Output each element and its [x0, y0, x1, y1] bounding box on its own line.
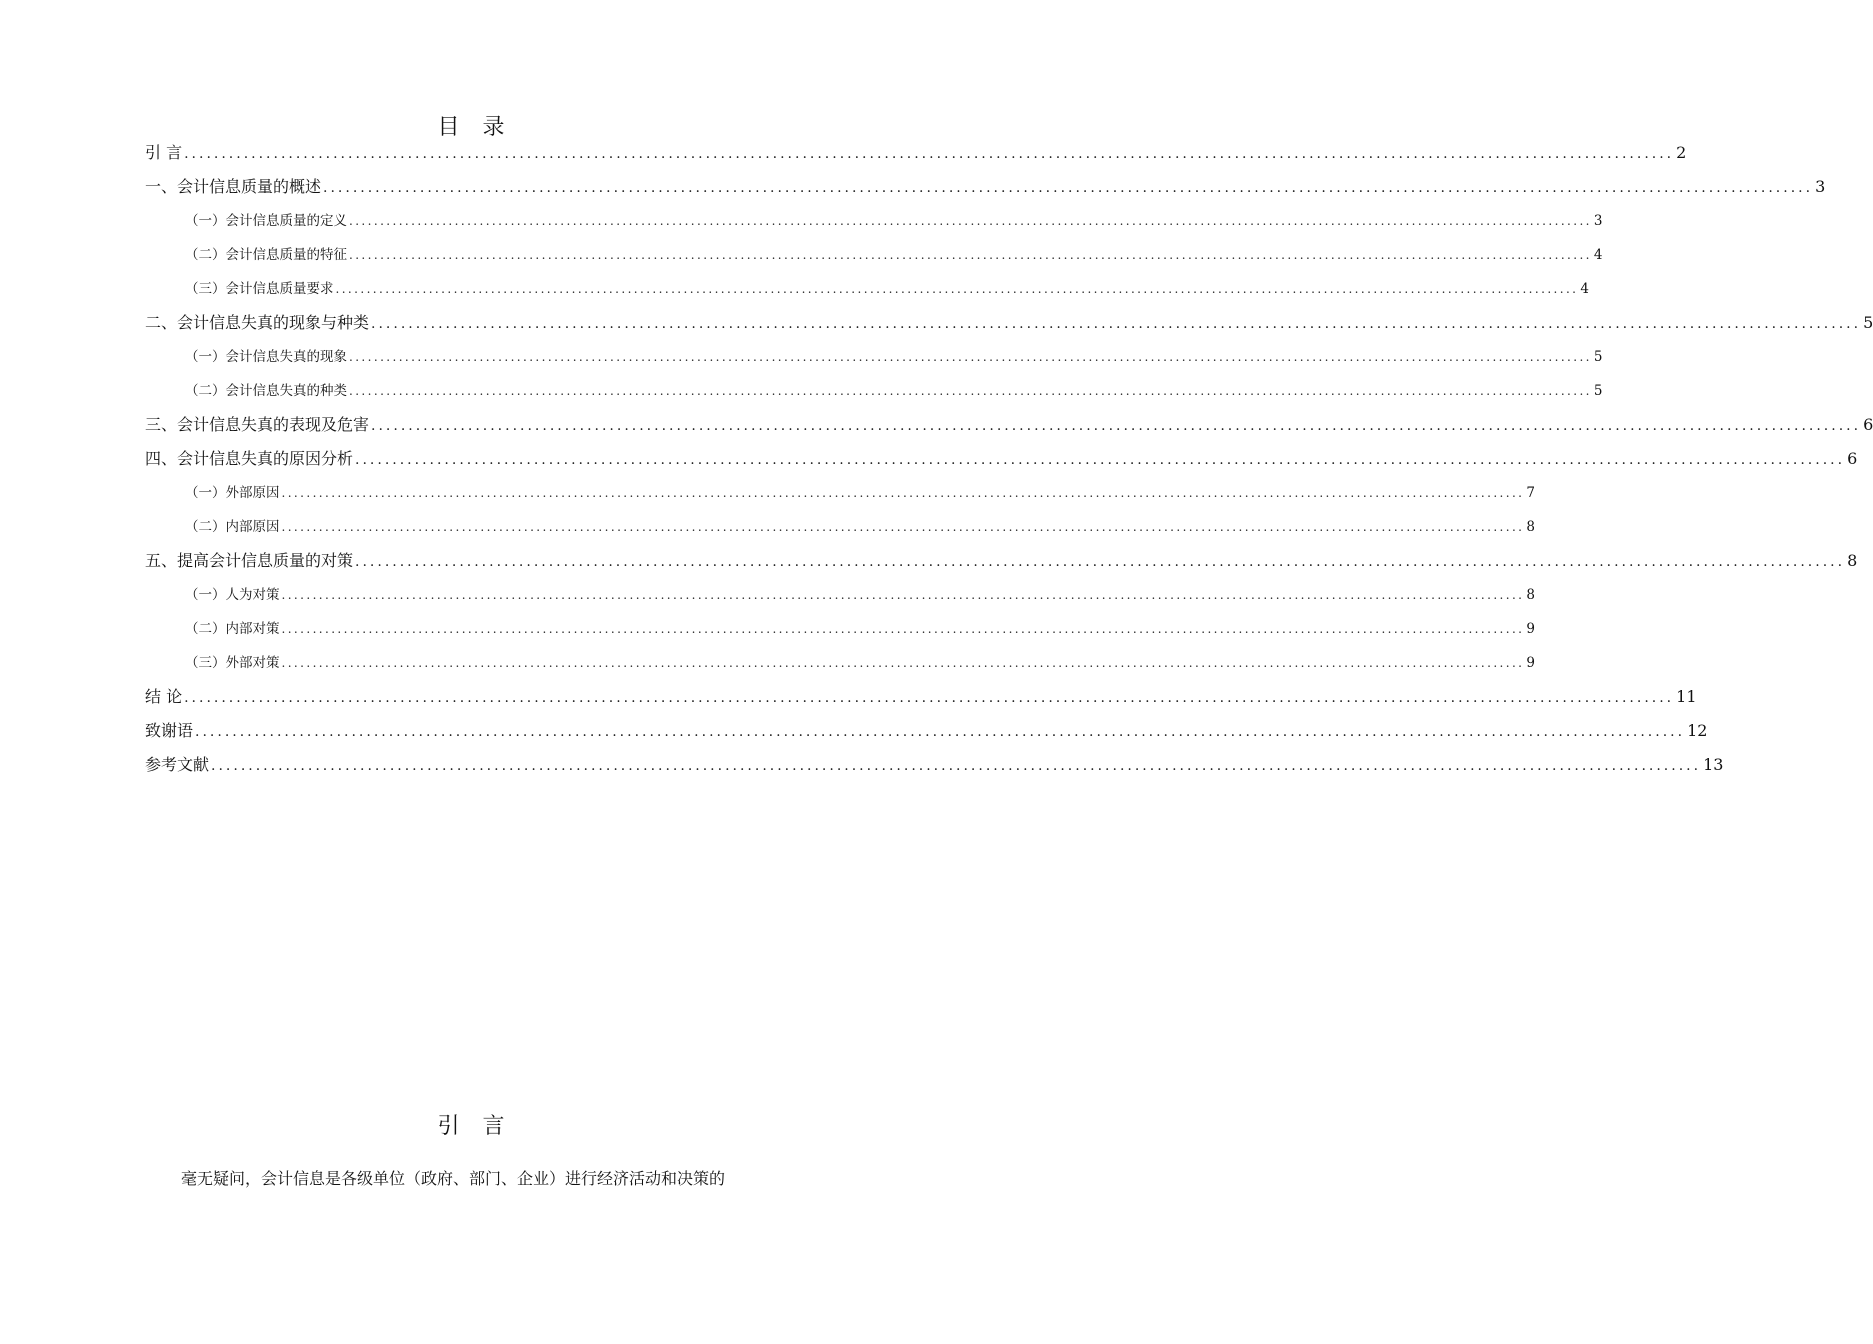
- toc-entry-page: 12: [1687, 721, 1708, 740]
- toc-dot-leader: ........................................................................................................................................................................................................: [281, 656, 1525, 670]
- toc-entry-page: 3: [1593, 213, 1603, 229]
- toc-entry-page: 6: [1847, 449, 1858, 468]
- toc-entry-title: （三）外部对策: [185, 655, 280, 671]
- toc-entry-title: 结 论: [145, 687, 183, 706]
- toc-entry-title: 致谢语: [145, 721, 194, 740]
- toc-entry[interactable]: [145, 374, 1603, 408]
- toc-dot-leader: ........................................................................................................................................................................................................: [323, 180, 1814, 196]
- toc-entry-title: 二、会计信息失真的现象与种类: [145, 313, 370, 332]
- toc-entry-title: 引 言: [145, 143, 183, 162]
- toc-entry-title: （一）会计信息失真的现象: [185, 349, 347, 365]
- toc-entry[interactable]: [145, 748, 1724, 782]
- toc-entry-page: 7: [1526, 485, 1535, 501]
- toc-dot-leader: ........................................................................................................................................................................................................: [281, 588, 1525, 602]
- toc-entry[interactable]: [145, 204, 1603, 238]
- toc-dot-leader: ........................................................................................................................................................................................................: [371, 418, 1862, 434]
- toc-entry-title: （二）内部对策: [185, 621, 280, 637]
- toc-entry[interactable]: [145, 612, 1535, 646]
- toc-entry-page: 5: [1593, 349, 1603, 365]
- intro-paragraph: 毫无疑问，会计信息是各级单位（政府、部门、企业）进行经济活动和决策的: [181, 1169, 726, 1188]
- toc-dot-leader: ........................................................................................................................................................................................................: [349, 350, 1592, 364]
- toc-entry-title: （二）会计信息失真的种类: [185, 383, 347, 399]
- toc-entry-page: 13: [1703, 755, 1724, 774]
- toc-entry[interactable]: [145, 714, 1708, 748]
- toc-entry-title: 五、提高会计信息质量的对策: [145, 551, 354, 570]
- toc-list: [145, 136, 1873, 782]
- toc-entry[interactable]: [145, 646, 1535, 680]
- intro-heading: 引 言: [437, 1114, 513, 1139]
- toc-entry[interactable]: [145, 306, 1873, 340]
- toc-dot-leader: ........................................................................................................................................................................................................: [281, 520, 1525, 534]
- toc-entry-title: 一、会计信息质量的概述: [145, 177, 322, 196]
- toc-entry[interactable]: [145, 408, 1873, 442]
- toc-entry-title: （三）会计信息质量要求: [185, 281, 334, 297]
- toc-title: 目 录: [437, 115, 513, 140]
- toc-entry[interactable]: [145, 510, 1535, 544]
- toc-entry-title: （一）会计信息质量的定义: [185, 213, 347, 229]
- toc-entry-title: 参考文献: [145, 755, 210, 774]
- toc-entry-page: 5: [1593, 383, 1603, 399]
- toc-entry-page: 2: [1676, 143, 1687, 162]
- toc-entry-title: （一）外部原因: [185, 485, 280, 501]
- toc-entry-title: 四、会计信息失真的原因分析: [145, 449, 354, 468]
- toc-entry[interactable]: [145, 442, 1858, 476]
- toc-entry-page: 9: [1526, 655, 1535, 671]
- toc-dot-leader: ........................................................................................................................................................................................................: [281, 622, 1525, 636]
- toc-entry[interactable]: [145, 272, 1589, 306]
- toc-dot-leader: ........................................................................................................................................................................................................: [281, 486, 1525, 500]
- toc-entry[interactable]: [145, 680, 1697, 714]
- toc-dot-leader: ........................................................................................................................................................................................................: [349, 384, 1592, 398]
- toc-entry-page: 3: [1815, 177, 1826, 196]
- toc-entry-title: （二）会计信息质量的特征: [185, 247, 347, 263]
- toc-entry[interactable]: [145, 136, 1687, 170]
- toc-dot-leader: ........................................................................................................................................................................................................: [184, 146, 1675, 162]
- toc-entry-title: （一）人为对策: [185, 587, 280, 603]
- toc-entry-page: 4: [1580, 281, 1589, 297]
- toc-entry-page: 11: [1676, 687, 1697, 706]
- toc-entry[interactable]: [145, 578, 1535, 612]
- toc-entry-page: 5: [1863, 313, 1873, 332]
- toc-entry-page: 8: [1847, 551, 1858, 570]
- toc-entry[interactable]: [145, 170, 1826, 204]
- toc-dot-leader: ........................................................................................................................................................................................................: [371, 316, 1862, 332]
- toc-dot-leader: ........................................................................................................................................................................................................: [355, 452, 1846, 468]
- toc-dot-leader: ........................................................................................................................................................................................................: [349, 248, 1592, 262]
- toc-dot-leader: ........................................................................................................................................................................................................: [355, 554, 1846, 570]
- toc-entry-page: 6: [1863, 415, 1873, 434]
- toc-dot-leader: ........................................................................................................................................................................................................: [184, 690, 1675, 706]
- toc-entry[interactable]: [145, 476, 1535, 510]
- toc-entry[interactable]: [145, 238, 1603, 272]
- toc-entry-page: 8: [1526, 587, 1535, 603]
- toc-entry-page: 9: [1526, 621, 1535, 637]
- toc-entry-title: （二）内部原因: [185, 519, 280, 535]
- toc-dot-leader: ........................................................................................................................................................................................................: [349, 214, 1592, 228]
- toc-dot-leader: ........................................................................................................................................................................................................: [211, 758, 1702, 774]
- toc-entry-page: 8: [1526, 519, 1535, 535]
- toc-entry[interactable]: [145, 544, 1858, 578]
- toc-dot-leader: ........................................................................................................................................................................................................: [195, 724, 1686, 740]
- toc-dot-leader: ........................................................................................................................................................................................................: [335, 282, 1579, 296]
- toc-entry-title: 三、会计信息失真的表现及危害: [145, 415, 370, 434]
- toc-entry-page: 4: [1593, 247, 1603, 263]
- toc-entry[interactable]: [145, 340, 1603, 374]
